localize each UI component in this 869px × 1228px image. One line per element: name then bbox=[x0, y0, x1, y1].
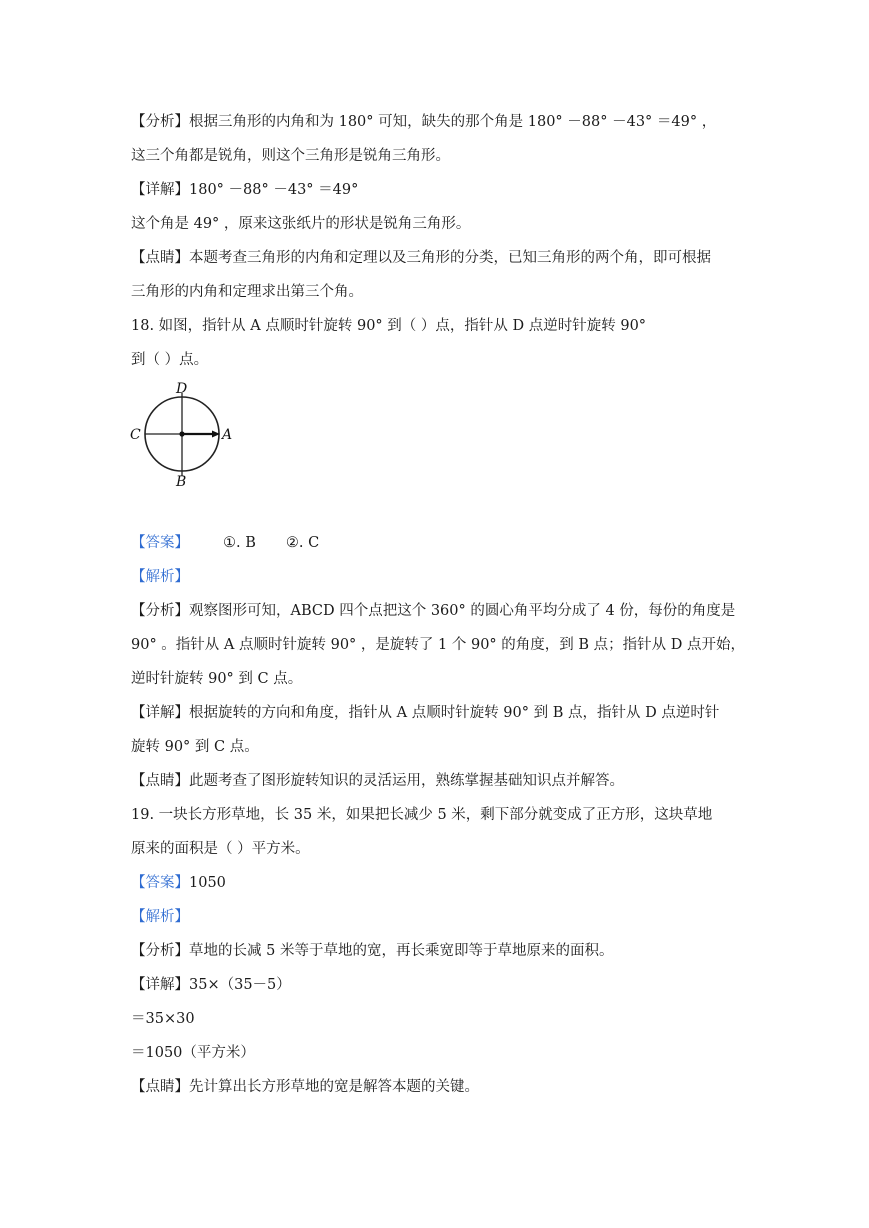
q17-detail-line1: 【详解】180° －88° －43° ＝49° bbox=[131, 182, 359, 198]
q19-answer-value: 1050 bbox=[189, 875, 226, 891]
q19-detail-line1: 【详解】35×（35－5） bbox=[131, 977, 291, 993]
q18-question-line1: 18. 如图，指针从 A 点顺时针旋转 90° 到（ ）点，指针从 D 点逆时针旋转 90° bbox=[131, 318, 647, 334]
q19-analysis-line1: 【分析】草地的长减 5 米等于草地的宽，再长乘宽即等于草地原来的面积。 bbox=[131, 943, 614, 959]
q19-detail-line3: ＝1050（平方米） bbox=[131, 1045, 255, 1061]
label-d: D bbox=[176, 381, 188, 397]
q18-answer-2: ②. C bbox=[285, 535, 320, 551]
label-c: C bbox=[130, 427, 141, 443]
q19-question-line1: 19. 一块长方形草地，长 35 米，如果把长减少 5 米，剩下部分就变成了正方形，这块草地 bbox=[131, 807, 713, 823]
circle-dial-diagram bbox=[128, 381, 240, 489]
q18-answer-label: 【答案】 bbox=[131, 535, 189, 551]
q18-answer-1: ①. B bbox=[223, 535, 256, 551]
q17-analysis-line2: 这三个角都是锐角，则这个三角形是锐角三角形。 bbox=[131, 148, 450, 164]
q18-question-line2: 到（ ）点。 bbox=[131, 352, 209, 368]
q19-answer-line bbox=[131, 873, 226, 893]
q18-analysis-line3: 逆时针旋转 90° 到 C 点。 bbox=[131, 671, 303, 687]
q17-comment-line2: 三角形的内角和定理求出第三个角。 bbox=[131, 284, 363, 300]
q17-analysis-line1: 【分析】根据三角形的内角和为 180° 可知，缺失的那个角是 180° －88° －43° ＝49° ， bbox=[131, 114, 717, 130]
q18-circle-figure bbox=[128, 381, 240, 489]
label-b: B bbox=[176, 474, 187, 489]
q18-comment-line1: 【点睛】此题考查了图形旋转知识的灵活运用，熟练掌握基础知识点并解答。 bbox=[131, 773, 624, 789]
q18-analysis-line1: 【分析】观察图形可知，ABCD 四个点把这个 360° 的圆心角平均分成了 4 份，每份的角度是 bbox=[131, 603, 736, 619]
q19-comment-line1: 【点睛】先计算出长方形草地的宽是解答本题的关键。 bbox=[131, 1079, 479, 1095]
q18-jiexi-label: 【解析】 bbox=[131, 569, 189, 585]
center-dot bbox=[179, 431, 184, 436]
q18-detail-line1: 【详解】根据旋转的方向和角度，指针从 A 点顺时针旋转 90° 到 B 点，指针从 D 点逆时针 bbox=[131, 705, 720, 721]
q18-analysis-line2: 90° 。指针从 A 点顺时针旋转 90° ，是旋转了 1 个 90° 的角度，到 B 点；指针从 D 点开始， bbox=[131, 637, 745, 653]
q18-detail-line2: 旋转 90° 到 C 点。 bbox=[131, 739, 259, 755]
q19-jiexi-label: 【解析】 bbox=[131, 909, 189, 925]
q17-detail-line2: 这个角是 49° ，原来这张纸片的形状是锐角三角形。 bbox=[131, 216, 471, 232]
q19-detail-line2: ＝35×30 bbox=[131, 1011, 195, 1027]
q18-answer-line bbox=[131, 533, 319, 553]
label-a: A bbox=[222, 427, 233, 443]
q17-comment-line1: 【点睛】本题考查三角形的内角和定理以及三角形的分类，已知三角形的两个角，即可根据 bbox=[131, 250, 711, 266]
q19-question-line2: 原来的面积是（ ）平方米。 bbox=[131, 841, 310, 857]
q19-answer-label: 【答案】 bbox=[131, 875, 189, 891]
